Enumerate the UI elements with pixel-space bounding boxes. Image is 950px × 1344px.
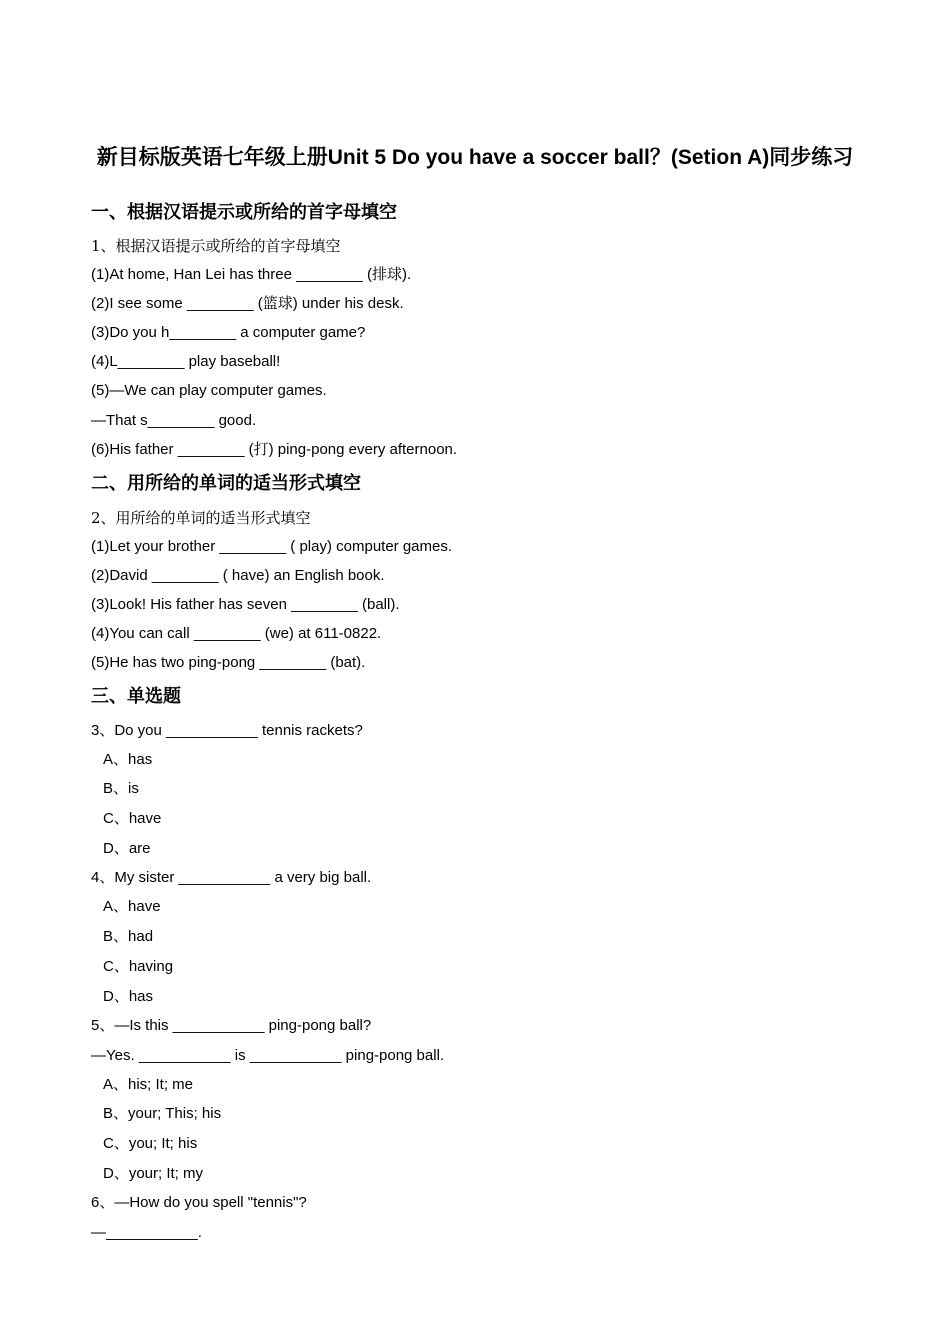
answer-option: C、have — [103, 810, 162, 827]
question-line: (4)You can call ________ (we) at 611-0822. — [91, 625, 382, 642]
answer-option: D、has — [103, 988, 154, 1005]
question-line: (6)His father ________ (打) ping-pong every afternoon. — [91, 441, 458, 458]
question-stem: 4、My sister ___________ a very big ball. — [91, 869, 372, 886]
section-heading-1: 一、根据汉语提示或所给的首字母填空 — [91, 202, 397, 222]
question-line: (3)Look! His father has seven ________ (ball). — [91, 596, 400, 613]
question-line: (2)David ________ ( have) an English book. — [91, 567, 385, 584]
question-line: (3)Do you h________ a computer game? — [91, 324, 366, 341]
question-line: (2)I see some ________ (篮球) under his desk. — [91, 295, 404, 312]
answer-option: C、having — [103, 958, 174, 975]
answer-option: D、your; It; my — [103, 1165, 204, 1182]
question-line: (5)—We can play computer games. — [91, 382, 327, 399]
page-title: 新目标版英语七年级上册Unit 5 Do you have a soccer ball？(Setion A)同步练习 — [96, 146, 854, 169]
answer-option: A、have — [103, 898, 161, 915]
question-line: (1)Let your brother ________ ( play) computer games. — [91, 538, 453, 555]
question-stem: 6、—How do you spell "tennis"? — [91, 1194, 307, 1211]
answer-option: B、is — [103, 780, 139, 797]
question-title-1: 1、根据汉语提示或所给的首字母填空 — [91, 237, 341, 255]
section-heading-3: 三、单选题 — [91, 686, 181, 706]
question-stem: —___________. — [91, 1224, 202, 1241]
answer-option: A、his; It; me — [103, 1076, 194, 1093]
question-stem: 3、Do you ___________ tennis rackets? — [91, 722, 363, 739]
answer-option: A、has — [103, 751, 153, 768]
answer-option: B、had — [103, 928, 154, 945]
question-line: (4)L________ play baseball! — [91, 353, 281, 370]
question-line: (1)At home, Han Lei has three ________ (排球). — [91, 266, 412, 283]
answer-option: B、your; This; his — [103, 1105, 222, 1122]
answer-option: C、you; It; his — [103, 1135, 198, 1152]
question-line: —That s________ good. — [91, 412, 257, 429]
section-heading-2: 二、用所给的单词的适当形式填空 — [91, 473, 361, 493]
question-stem: —Yes. ___________ is ___________ ping-pong ball. — [91, 1047, 445, 1064]
question-stem: 5、—Is this ___________ ping-pong ball? — [91, 1017, 372, 1034]
question-title-2: 2、用所给的单词的适当形式填空 — [91, 509, 311, 527]
answer-option: D、are — [103, 840, 151, 857]
question-line: (5)He has two ping-pong ________ (bat). — [91, 654, 366, 671]
